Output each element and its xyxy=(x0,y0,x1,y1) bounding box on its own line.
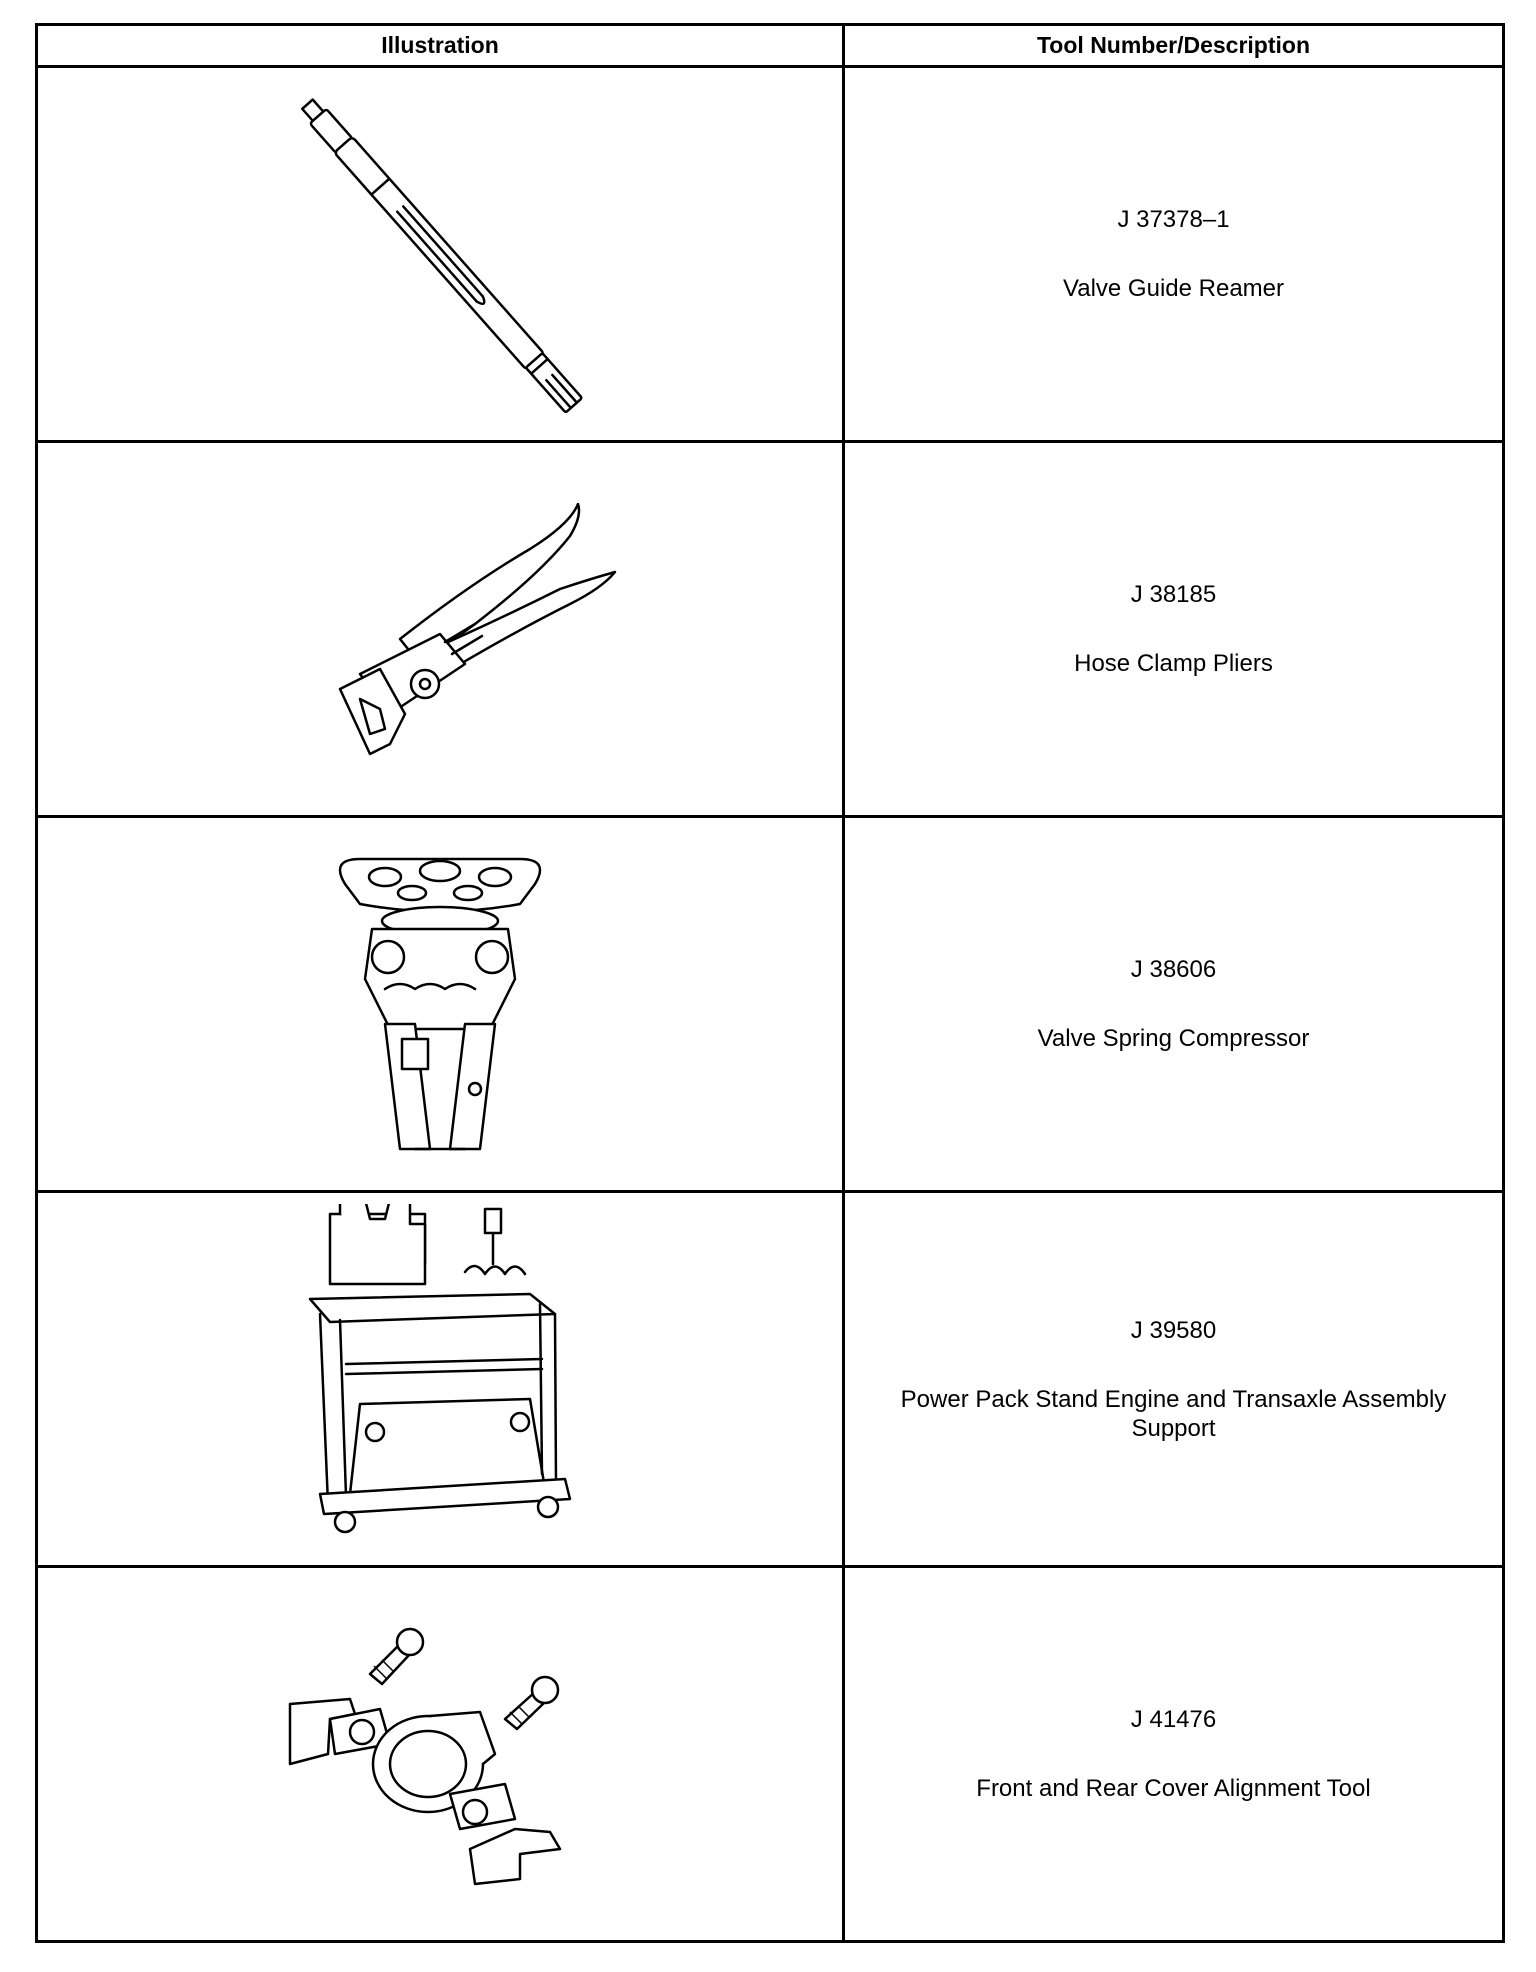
illustration-cell xyxy=(37,442,844,817)
table-row xyxy=(37,817,1504,1192)
header-row xyxy=(37,25,1504,67)
tool-number: J 41476 xyxy=(1130,1706,1217,1733)
tool-description: Power Pack Stand Engine and Transaxle Assembly Support xyxy=(900,1385,1447,1442)
description-cell xyxy=(844,67,1504,442)
description-cell xyxy=(844,1192,1504,1567)
hose-clamp-pliers-icon xyxy=(240,464,640,794)
table-row xyxy=(37,1192,1504,1567)
tool-number: J 38606 xyxy=(1130,956,1217,983)
description-cell xyxy=(844,442,1504,817)
description-cell xyxy=(844,1567,1504,1942)
table-row xyxy=(37,1567,1504,1942)
valve-spring-compressor-icon xyxy=(290,829,590,1179)
illustration-cell xyxy=(37,67,844,442)
power-pack-stand-icon xyxy=(280,1204,600,1554)
tool-description: Hose Clamp Pliers xyxy=(1074,650,1273,677)
illustration-cell xyxy=(37,817,844,1192)
tool-description: Valve Guide Reamer xyxy=(1063,275,1284,302)
tool-description: Valve Spring Compressor xyxy=(1037,1025,1310,1052)
illustration-cell xyxy=(37,1567,844,1942)
tool-description: Front and Rear Cover Alignment Tool xyxy=(976,1775,1371,1802)
tool-number: J 39580 xyxy=(1130,1316,1217,1344)
tool-number: J 38185 xyxy=(1130,581,1217,608)
special-tools-table xyxy=(35,23,1505,1943)
description-cell xyxy=(844,817,1504,1192)
illustration-header: Illustration xyxy=(37,25,844,67)
table-row xyxy=(37,67,1504,442)
tool-number: J 37378–1 xyxy=(1117,206,1230,233)
table-row xyxy=(37,442,1504,817)
tool-header: Tool Number/Description xyxy=(844,25,1504,67)
valve-guide-reamer-icon xyxy=(240,84,640,424)
illustration-cell xyxy=(37,1192,844,1567)
cover-alignment-tool-icon xyxy=(270,1604,610,1904)
